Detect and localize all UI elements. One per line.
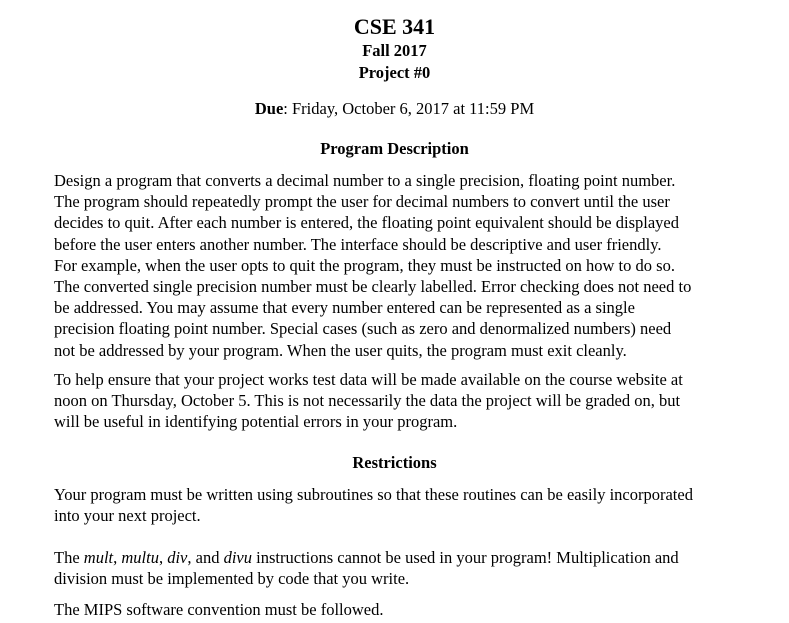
paragraph-line: will be useful in identifying potential errors in your program. [54,412,458,432]
course-title: CSE 341 [353,14,436,39]
paragraph-line: The converted single precision number must be clearly labelled. Error checking does not need to [54,277,692,297]
paragraph-line: not be addressed by your program. When the user quits, the program must exit cleanly. [54,340,627,360]
text-run: instructions cannot be used in your program! Multiplication and [252,548,679,567]
instruction-multu: multu [121,548,159,567]
paragraph-line: division must be implemented by code that you write. [54,569,410,589]
paragraph-line: The MIPS software convention must be followed. [54,600,384,619]
due-date-line [0,99,789,119]
paragraph-line: Design a program that converts a decimal number to a single precision, floating point number. [54,171,676,190]
paragraph-line: precision floating point number. Special cases (such as zero and denormalized numbers) need [54,319,672,339]
text-run: , [113,548,122,567]
instruction-div: div [167,548,188,567]
due-value: : Friday, October 6, 2017 at 11:59 PM [283,99,535,118]
paragraph-line: noon on Thursday, October 5. This is not necessarily the data the project will be graded on, but [54,391,681,411]
paragraph-line [54,547,679,568]
restrictions-paragraph-3 [54,599,383,620]
text-run: , and [187,548,224,567]
paragraph-line: before the user enters another number. The interface should be descriptive and user friendly. [54,234,662,254]
instruction-divu: divu [223,548,253,567]
project-title: Project #0 [358,63,431,82]
instruction-mult: mult [83,548,114,567]
paragraph-line: be addressed. You may assume that every number entered can be represented as a single [54,298,635,318]
paragraph-line: into your next project. [54,506,201,526]
paragraph-line: To help ensure that your project works test data will be made available on the course website at [54,370,683,389]
description-paragraph-2 [54,369,683,433]
text-run: , [158,548,168,567]
description-paragraph-1 [54,170,691,361]
text-run: The [54,548,84,567]
restrictions-heading: Restrictions [352,453,437,472]
paragraph-line: Your program must be written using subroutines so that these routines can be easily incorporated [54,485,693,504]
restrictions-paragraph-1 [54,484,693,526]
restrictions-paragraph-2 [54,547,679,589]
term-label: Fall 2017 [362,41,427,60]
due-label: Due [254,99,284,118]
paragraph-line: For example, when the user opts to quit the program, they must be instructed on how to do so. [54,255,675,275]
paragraph-line: decides to quit. After each number is entered, the floating point equivalent should be displayed [54,213,679,233]
program-description-heading: Program Description [320,139,469,158]
paragraph-line: The program should repeatedly prompt the user for decimal numbers to convert until the user [54,192,670,212]
